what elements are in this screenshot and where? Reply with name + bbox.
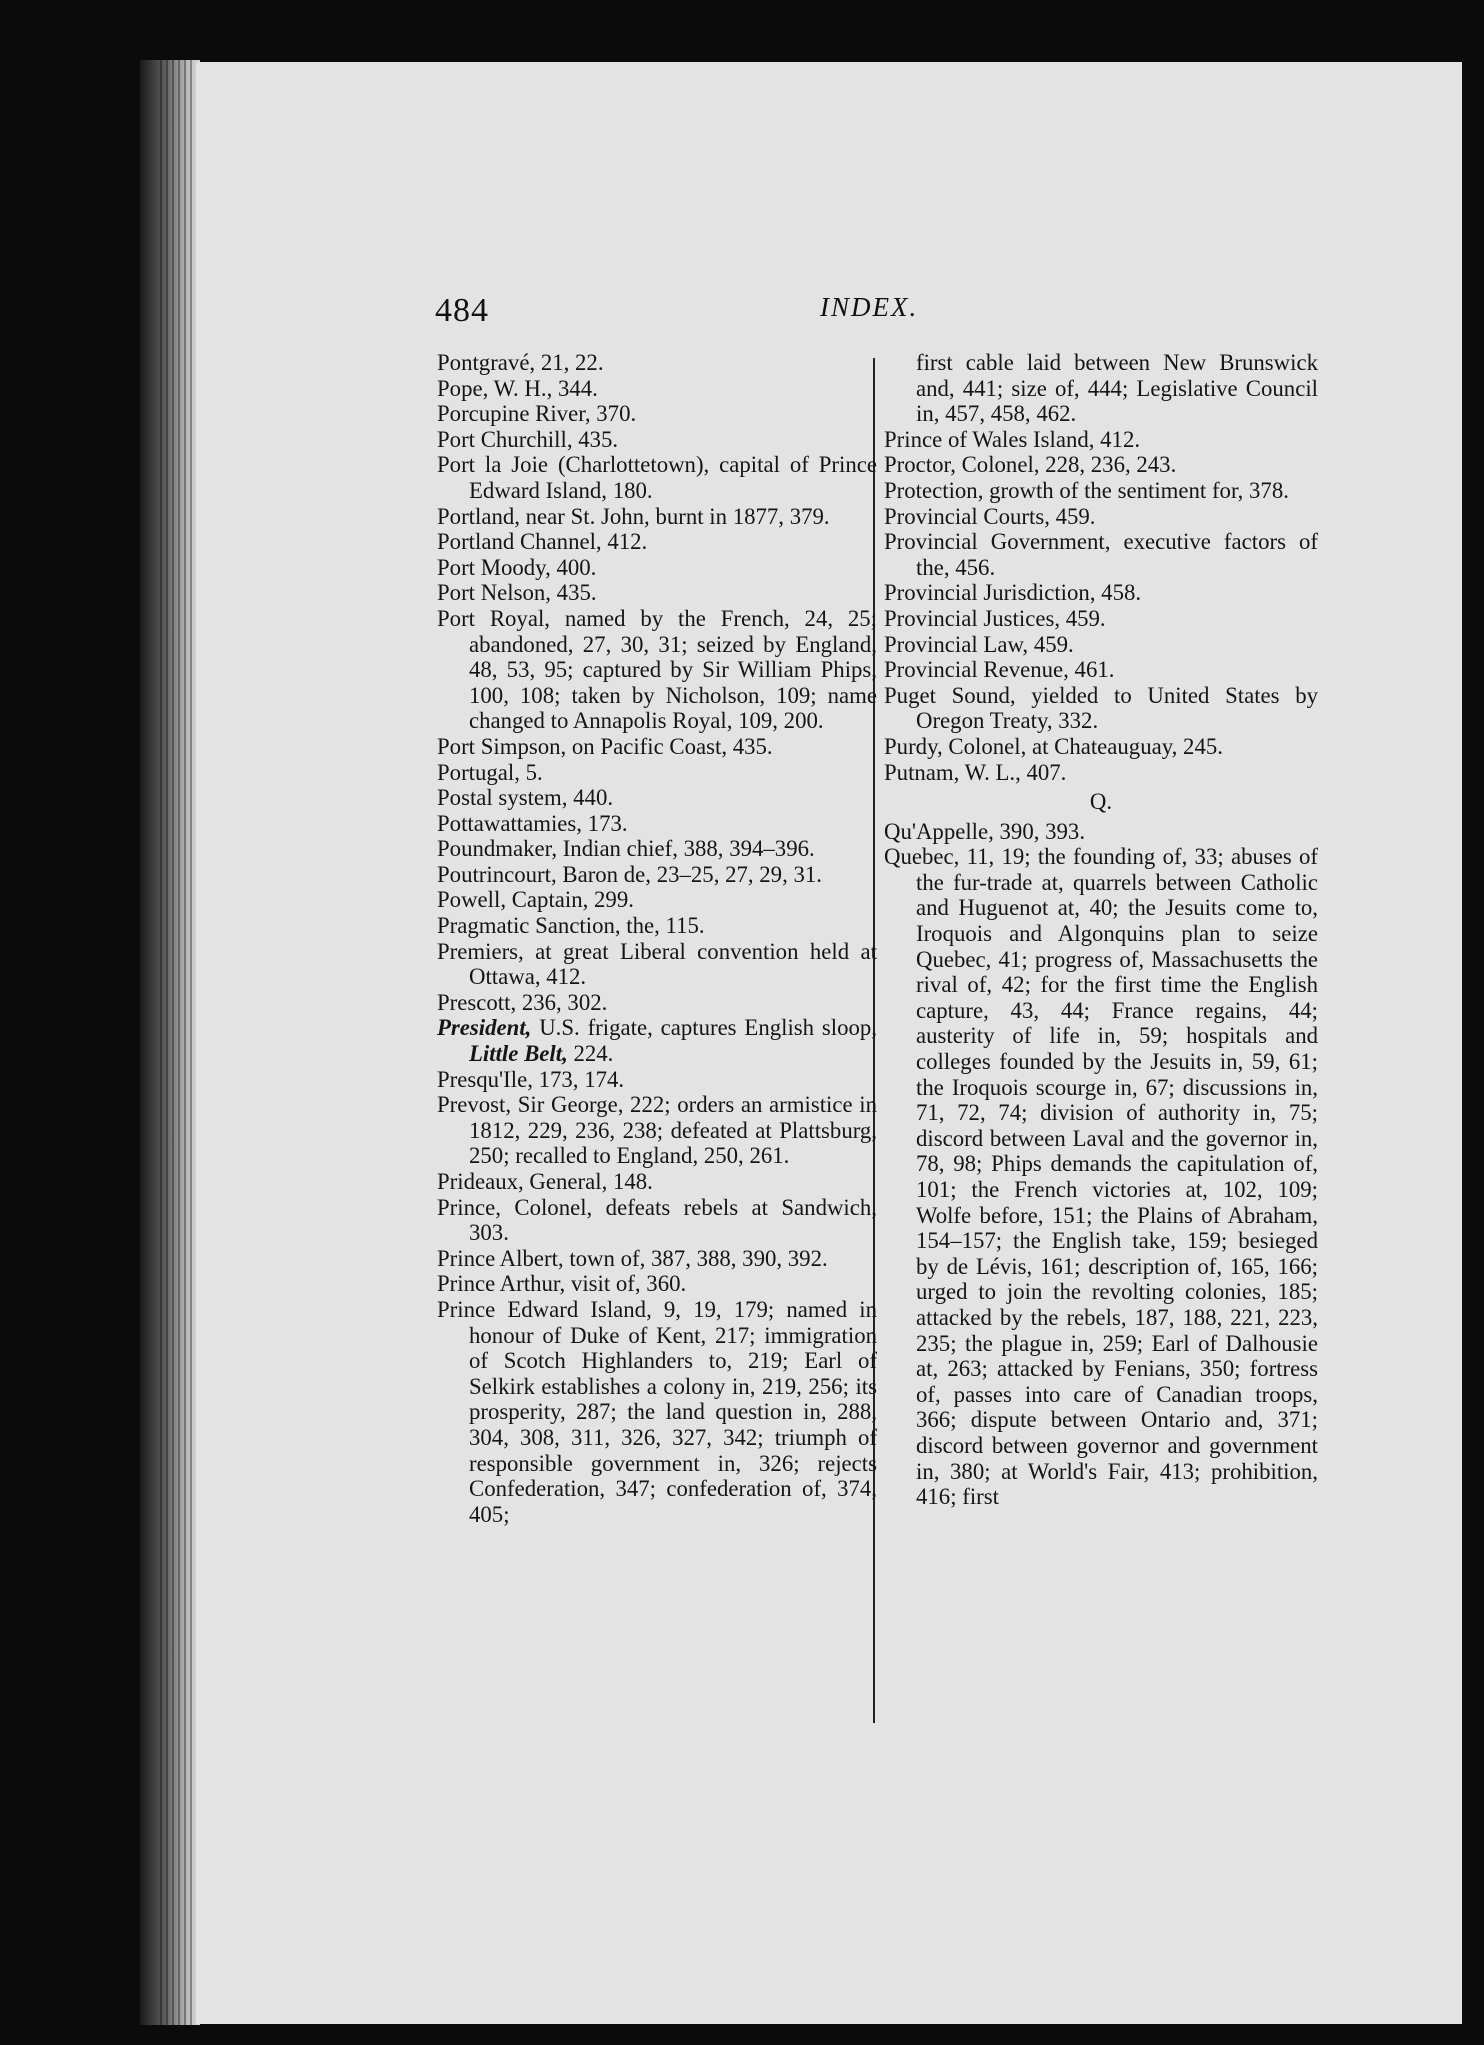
index-entry: Port Simpson, on Pacific Coast, 435. xyxy=(437,733,773,759)
index-entry: Provincial Justices, 459. xyxy=(884,605,1106,631)
index-entry: Pottawattamies, 173. xyxy=(437,810,628,836)
index-entry: Port la Joie (Charlottetown), capital of Prince Edward Island, 180. xyxy=(437,452,877,503)
index-entry: Pope, W. H., 344. xyxy=(437,375,598,401)
running-title: INDEX. xyxy=(820,292,919,322)
index-entry: Poutrincourt, Baron de, 23–25, 27, 29, 31. xyxy=(437,861,822,887)
index-entry: Prince Albert, town of, 387, 388, 390, 392. xyxy=(437,1245,828,1271)
index-entry: Provincial Jurisdiction, 458. xyxy=(884,580,1142,606)
index-entry: Prince Arthur, visit of, 360. xyxy=(437,1271,687,1297)
page-stack-edge xyxy=(160,60,194,2025)
entry-text: 224. xyxy=(567,1041,614,1067)
index-entry: Premiers, at great Liberal convention held at Ottawa, 412. xyxy=(437,938,877,990)
index-entry: Postal system, 440. xyxy=(437,785,614,811)
entry-text: U.S. frigate, captures English sloop, xyxy=(531,1015,877,1041)
index-entry: Poundmaker, Indian chief, 388, 394–396. xyxy=(437,836,815,862)
index-entry: Qu'Appelle, 390, 393. xyxy=(884,818,1086,844)
index-entry: Proctor, Colonel, 228, 236, 243. xyxy=(884,452,1177,478)
page-header xyxy=(435,292,1065,342)
entry-italic-term: Little Belt, xyxy=(469,1041,568,1067)
index-entry: Protection, growth of the sentiment for, 378. xyxy=(884,477,1289,503)
index-entry: Prevost, Sir George, 222; orders an armistice in 1812, 229, 236, 238; defeated at Plattsburg, 250; recalled to England, 250, 261. xyxy=(437,1092,877,1169)
index-entry: Provincial Law, 459. xyxy=(884,631,1074,657)
index-entry: Provincial Government, executive factors of the, 456. xyxy=(884,529,1318,580)
page-number: 484 xyxy=(435,292,489,329)
index-column-left xyxy=(437,350,877,1800)
entry-italic-term: President, xyxy=(437,1015,532,1041)
index-entry: Presqu'Ile, 173, 174. xyxy=(437,1066,625,1092)
index-entry: Prescott, 236, 302. xyxy=(437,989,608,1015)
index-entry: Quebec, 11, 19; the founding of, 33; abuses of the fur-trade at, quarrels between Catholic and Huguenot at, 40; the Jesuits come to, Iroquois and Algonquins plan to seize Quebec, 41; progress of, Massachusetts the rival of, 42; for the first time the English capture, 43, 44; France regains, 44; austerity of life in, 59; hospitals and colleges founded by the Jesuits in, 59, 61; the Iroquois scourge in, 67; discussions in, 71, 72, 74; division of authority in, 75; discord between Laval and the governor in, 78, 98; Phips demands the capitulation of, 101; the French victories at, 102, 109; Wolfe before, 151; the Plains of Abraham, 154–157; the English take, 159; besieged by de Lévis, 161; description of, 165, 166; urged to join the revolting colonies, 185; attacked by the rebels, 187, 188, 221, 223, 235; the plague in, 259; Earl of Dalhousie at, 263; attacked by Fenians, 350; fortress of, passes into care of Canadian troops, 366; dispute between Ontario and, 371; discord between governor and government in, 380; at World's Fair, 413; prohibition, 416; first xyxy=(884,844,1318,1510)
index-entry: Portugal, 5. xyxy=(437,759,543,785)
index-entry: Port Moody, 400. xyxy=(437,554,597,580)
index-entry: Prince, Colonel, defeats rebels at Sandwich, 303. xyxy=(437,1194,877,1246)
index-entry: Provincial Courts, 459. xyxy=(884,503,1096,529)
index-entry: Portland Channel, 412. xyxy=(437,529,648,555)
index-entry: Port Royal, named by the French, 24, 25; abandoned, 27, 30, 31; seized by England, 48, 53, 95; captured by Sir William Phips, 100, 108; taken by Nicholson, 109; name changed to Annapolis Royal, 109, 200. xyxy=(437,605,877,734)
index-entry: Pragmatic Sanction, the, 115. xyxy=(437,913,705,939)
index-entry: Putnam, W. L., 407. xyxy=(884,759,1067,785)
scan-border xyxy=(1462,40,1484,2045)
index-entry: Provincial Revenue, 461. xyxy=(884,657,1115,683)
index-entry: Prideaux, General, 148. xyxy=(437,1169,653,1194)
index-entry: first cable laid between New Brunswick and, 441; size of, 444; Legislative Council in, 457, 458, 462. xyxy=(916,350,1318,427)
index-entry: Port Nelson, 435. xyxy=(437,580,597,606)
index-entry: Port Churchill, 435. xyxy=(437,426,619,452)
index-entry: Powell, Captain, 299. xyxy=(437,887,634,913)
index-entry: Puget Sound, yielded to United States by Oregon Treaty, 332. xyxy=(884,682,1318,734)
index-column-right xyxy=(884,350,1318,1800)
index-entry: Porcupine River, 370. xyxy=(437,401,637,427)
index-entry: Prince Edward Island, 9, 19, 179; named in honour of Duke of Kent, 217; immigration of Scotch Highlanders to, 219; Earl of Selkirk establishes a colony in, 219, 256; its prosperity, 287; the land question in, 288, 304, 308, 311, 326, 327, 342; triumph of responsible government in, 326; rejects Confederation, 347; confederation of, 374, 405; xyxy=(437,1296,877,1527)
index-entry: Purdy, Colonel, at Chateauguay, 245. xyxy=(884,733,1223,759)
index-entry: Portland, near St. John, burnt in 1877, 379. xyxy=(437,503,830,529)
index-entry: Pontgravé, 21, 22. xyxy=(437,350,604,375)
section-letter: Q. xyxy=(1089,789,1113,815)
index-entry: Prince of Wales Island, 412. xyxy=(884,426,1141,452)
index-entry xyxy=(437,1015,877,1066)
